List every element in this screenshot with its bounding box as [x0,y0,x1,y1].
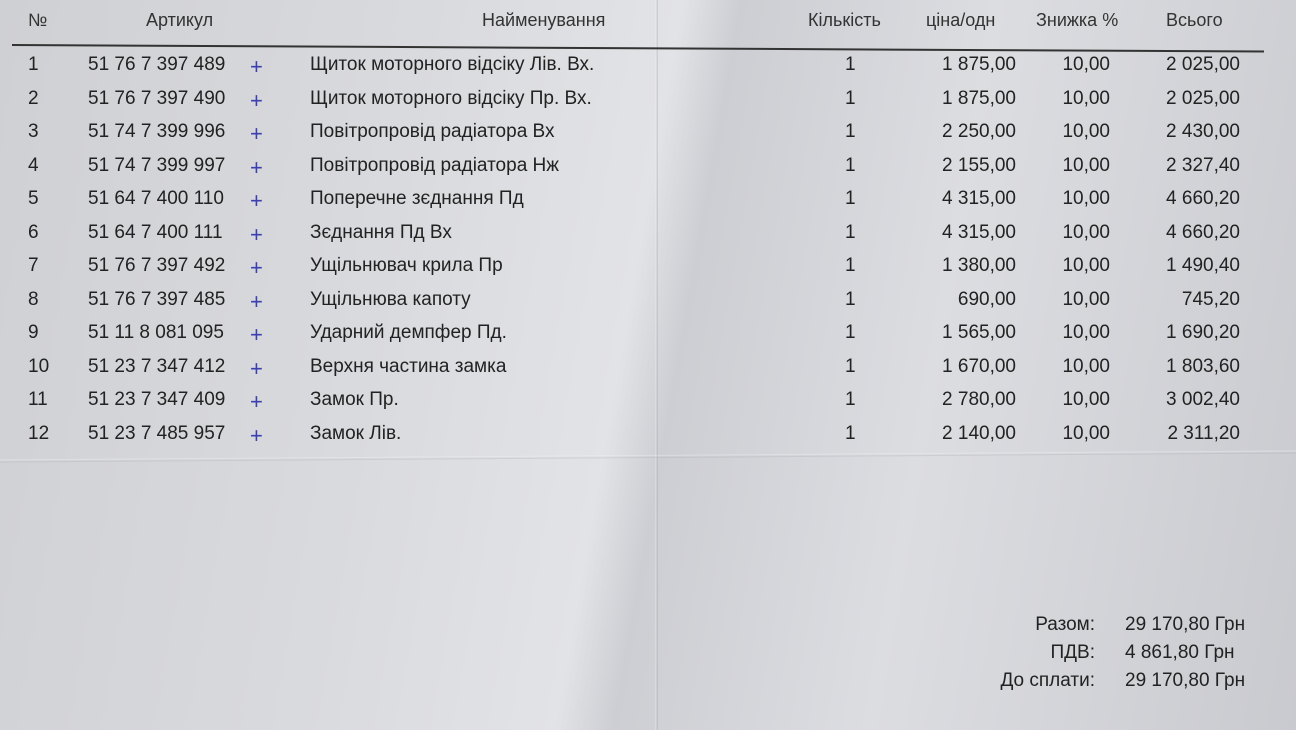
cell-name: Повітропровід радіатора Нж [310,154,559,176]
handwritten-check-mark: + [250,355,263,381]
cell-name: Ударний демпфер Пд. [310,322,507,343]
cell-no: 12 [28,422,50,444]
cell-article: 51 76 7 397 485 [88,288,226,310]
cell-qty: 1 [845,255,856,276]
cell-total: 745,20 [1181,288,1240,310]
cell-price: 1 670,00 [942,355,1016,377]
cell-name: Замок Лів. [310,422,402,444]
cell-discount: 10,00 [1062,389,1110,410]
total-value: 4 861,80 Грн [1125,642,1235,663]
total-value: 29 170,80 Грн [1125,614,1246,635]
table-row [0,255,1296,285]
handwritten-check-mark: + [250,188,263,213]
cell-total: 2 311,20 [1167,422,1240,444]
cell-total: 4 660,20 [1166,188,1240,209]
cell-article: 51 74 7 399 997 [88,154,226,176]
header-total: Всього [1166,10,1223,30]
cell-price: 4 315,00 [942,221,1016,243]
cell-price: 1 875,00 [942,54,1016,75]
cell-name: Щиток моторного відсіку Пр. Вх. [310,87,592,109]
cell-article: 51 74 7 399 996 [88,121,226,142]
table-row [0,322,1296,352]
handwritten-check-mark: + [250,288,263,314]
cell-name: Поперечне зєднання Пд [310,188,524,209]
cell-total: 4 660,20 [1166,221,1240,243]
total-label: ПДВ: [1050,642,1095,663]
cell-total: 3 002,40 [1166,389,1240,410]
cell-discount: 10,00 [1062,288,1110,310]
cell-name: Щиток моторного відсіку Лів. Вх. [310,54,595,75]
handwritten-check-mark: + [250,422,263,448]
cell-total: 2 025,00 [1166,54,1240,75]
cell-qty: 1 [845,322,856,343]
handwritten-check-mark: + [250,255,263,280]
cell-article: 51 76 7 397 490 [88,87,226,109]
cell-price: 2 155,00 [942,154,1016,176]
cell-price: 2 250,00 [942,121,1016,142]
cell-price: 1 565,00 [942,322,1016,343]
cell-no: 2 [28,87,39,109]
handwritten-check-mark: + [250,389,263,414]
cell-total: 2 025,00 [1166,87,1240,109]
cell-discount: 10,00 [1062,355,1110,377]
cell-qty: 1 [845,221,856,243]
header-qty: Кількість [808,10,881,30]
table-row [0,356,1296,386]
cell-no: 3 [28,121,39,142]
cell-price: 4 315,00 [942,188,1016,209]
cell-article: 51 23 7 347 412 [88,355,226,377]
cell-name: Ущільнювач крила Пр [310,255,503,276]
total-label: До сплати: [1000,670,1095,691]
cell-qty: 1 [845,154,856,176]
cell-discount: 10,00 [1062,188,1110,209]
cell-article: 51 76 7 397 492 [88,255,226,276]
handwritten-check-mark: + [250,221,263,247]
cell-name: Ущільнюва капоту [310,288,471,310]
handwritten-check-mark: + [250,87,263,113]
header-no: № [28,10,48,30]
handwritten-check-mark: + [250,322,263,347]
cell-no: 5 [28,188,39,209]
table-row [0,188,1296,218]
table-row [0,289,1296,319]
cell-qty: 1 [845,389,856,410]
cell-no: 10 [28,355,50,377]
cell-qty: 1 [845,422,856,444]
cell-total: 1 803,60 [1166,355,1240,377]
cell-price: 690,00 [957,288,1016,310]
header-name: Найменування [482,10,606,30]
table-header [0,10,1296,42]
cell-no: 4 [28,154,39,176]
cell-total: 1 490,40 [1166,255,1240,276]
table-row [0,54,1296,84]
cell-article: 51 11 8 081 095 [88,322,224,343]
cell-article: 51 23 7 485 957 [88,422,226,444]
table-row [0,222,1296,252]
handwritten-check-mark: + [250,54,263,79]
header-rule [12,44,1264,53]
cell-no: 11 [28,389,48,410]
cell-article: 51 64 7 400 110 [88,188,224,209]
cell-qty: 1 [845,54,856,75]
header-price: ціна/одн [926,10,996,30]
cell-name: Замок Пр. [310,389,399,410]
cell-no: 1 [28,54,39,75]
table-row [0,423,1296,453]
cell-article: 51 76 7 397 489 [88,54,226,75]
cell-total: 2 327,40 [1166,154,1240,176]
cell-discount: 10,00 [1062,154,1110,176]
cell-article: 51 23 7 347 409 [88,389,226,410]
header-discount: Знижка % [1036,10,1119,30]
cell-discount: 10,00 [1062,54,1110,75]
cell-discount: 10,00 [1062,255,1110,276]
cell-qty: 1 [845,288,856,310]
cell-price: 1 380,00 [942,255,1016,276]
cell-qty: 1 [845,188,856,209]
cell-discount: 10,00 [1062,221,1110,243]
cell-price: 2 780,00 [942,389,1016,410]
cell-no: 6 [28,221,39,243]
table-row [0,389,1296,419]
total-label: Разом: [1035,614,1095,635]
cell-name: Верхня частина замка [310,355,507,377]
cell-discount: 10,00 [1062,121,1110,142]
table-row [0,155,1296,185]
handwritten-check-mark: + [250,154,263,180]
table-row [0,88,1296,118]
cell-qty: 1 [845,87,856,109]
cell-name: Зєднання Пд Вх [310,221,452,243]
cell-price: 2 140,00 [942,422,1016,444]
header-article: Артикул [146,10,214,30]
cell-discount: 10,00 [1062,87,1110,109]
total-value: 29 170,80 Грн [1125,670,1246,691]
cell-qty: 1 [845,355,856,377]
cell-qty: 1 [845,121,856,142]
cell-name: Повітропровід радіатора Вх [310,121,555,142]
cell-no: 8 [28,288,39,310]
cell-no: 7 [28,255,39,276]
cell-article: 51 64 7 400 111 [88,221,223,243]
cell-discount: 10,00 [1062,322,1110,343]
handwritten-check-mark: + [250,121,263,146]
cell-discount: 10,00 [1062,422,1110,444]
table-row [0,121,1296,151]
cell-no: 9 [28,322,39,343]
cell-price: 1 875,00 [942,87,1016,109]
cell-total: 1 690,20 [1166,322,1240,343]
cell-total: 2 430,00 [1166,121,1240,142]
